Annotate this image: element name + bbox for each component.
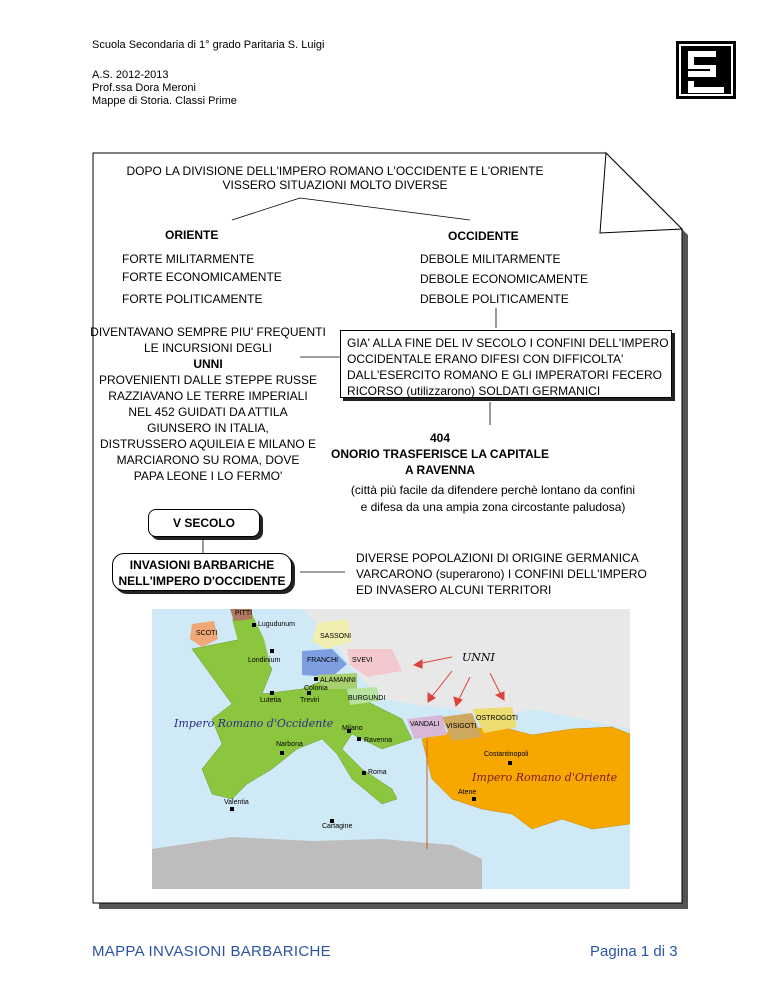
confini-line-2: OCCIDENTALE ERANO DIFESI CON DIFFICOLTA'	[347, 352, 624, 366]
label-costantinopoli: Costantinopoli	[484, 751, 529, 758]
school-name: Scuola Secondaria di 1° grado Paritaria S. Luigi	[92, 39, 325, 51]
ravenna-line-2: A RAVENNA	[404, 463, 475, 477]
label-alamanni: ALAMANNI	[320, 677, 356, 684]
invasioni-line-2: NELL'IMPERO D'OCCIDENTE	[118, 574, 286, 588]
confini-box	[340, 330, 672, 398]
occidente-item-1: DEBOLE MILITARMENTE	[420, 252, 561, 266]
map-labels	[152, 609, 630, 889]
popolazioni-line-3: ED INVASERO ALCUNI TERRITORI	[356, 583, 552, 597]
footer-page-number: Pagina 1 di 3	[590, 943, 678, 960]
footer-title: MAPPA INVASIONI BARBARICHE	[92, 943, 331, 960]
oriente-item-1: FORTE MILITARMENTE	[122, 252, 255, 266]
label-lutetia: Lutetia	[260, 697, 282, 704]
incursioni-line-10: PAPA LEONE I LO FERMO'	[133, 469, 283, 483]
popolazioni-line-1: DIVERSE POPOLAZIONI DI ORIGINE GERMANICA	[356, 551, 639, 565]
label-londinium: Londinium	[248, 657, 281, 664]
ravenna-note-1: (città più facile da difendere perchè lontano da confini	[350, 483, 636, 497]
occidente-heading: OCCIDENTE	[448, 229, 519, 243]
oriente-item-3: FORTE POLITICAMENTE	[122, 292, 263, 306]
unni-incursioni-text	[88, 324, 328, 484]
label-treviri: Treviri	[300, 697, 320, 704]
label-ostrogoti: OSTROGOTI	[476, 715, 518, 722]
occidente-item-3: DEBOLE POLITICAMENTE	[420, 292, 569, 306]
label-pitti: PITTI	[235, 610, 253, 617]
label-sassoni: SASSONI	[320, 633, 352, 640]
label-atene: Atene	[458, 789, 477, 796]
label-scoti: SCOTI	[196, 630, 218, 637]
incursioni-line-6: NEL 452 GUIDATI DA ATTILA	[128, 405, 288, 419]
label-colonia: Colonia	[304, 685, 328, 692]
incursioni-line-1: DIVENTAVANO SEMPRE PIU' FREQUENTI	[90, 325, 326, 339]
incursioni-line-unni: UNNI	[193, 357, 223, 371]
incursioni-line-5: RAZZIAVANO LE TERRE IMPERIALI	[108, 389, 308, 403]
title-line-1: DOPO LA DIVISIONE DELL'IMPERO ROMANO L'OCCIDENTE E L'ORIENTE	[126, 164, 544, 178]
label-valentia: Valentia	[224, 799, 249, 806]
teacher-name: Prof.ssa Dora Meroni	[92, 82, 196, 94]
ravenna-note	[318, 482, 668, 516]
label-lugudunum: Lugudunum	[258, 621, 295, 628]
title-line-2: VISSERO SITUAZIONI MOLTO DIVERSE	[222, 178, 448, 192]
incursioni-line-4: PROVENIENTI DALLE STEPPE RUSSE	[98, 373, 318, 387]
oriente-item-2: FORTE ECONOMICAMENTE	[122, 270, 282, 284]
subject: Mappe di Storia. Classi Prime	[92, 95, 237, 107]
label-roma: Roma	[368, 769, 387, 776]
label-unni: UNNI	[462, 651, 495, 664]
incursioni-line-9: MARCIARONO SU ROMA, DOVE	[116, 453, 300, 467]
label-western-empire: Impero Romano d'Occidente	[174, 717, 334, 730]
popolazioni-line-2: VARCARONO (superarono) I CONFINI DELL'IMPERO	[356, 567, 647, 581]
label-visigoti: VISIGOTI	[446, 723, 477, 730]
occidente-item-2: DEBOLE ECONOMICAMENTE	[420, 272, 589, 286]
ravenna-line-1: ONORIO TRASFERISCE LA CAPITALE	[330, 447, 549, 461]
ravenna-note-2: e difesa da una ampia zona circostante paludosa)	[360, 500, 626, 514]
incursioni-line-8: DISTRUSSERO AQUILEIA E MILANO E	[99, 437, 317, 451]
popolazioni-text	[356, 550, 647, 598]
label-eastern-empire: Impero Romano d'Oriente	[472, 771, 618, 784]
label-cartagine: Cartagine	[322, 823, 353, 830]
confini-line-4: RICORSO (utilizzarono) SOLDATI GERMANICI	[347, 384, 601, 398]
label-milano: Milano	[342, 725, 363, 732]
invasioni-box	[112, 553, 292, 591]
label-franchi: FRANCHI	[307, 657, 339, 664]
label-svevi: SVEVI	[352, 657, 373, 664]
incursioni-line-7: GIUNSERO IN ITALIA,	[147, 421, 269, 435]
label-burgundi: BURGUNDI	[348, 695, 386, 702]
ravenna-year: 404	[429, 431, 451, 445]
confini-line-1: GIA' ALLA FINE DEL IV SECOLO I CONFINI DELL'IMPERO	[347, 336, 669, 350]
v-secolo-label: V SECOLO	[172, 516, 235, 530]
label-narbona: Narbona	[276, 741, 303, 748]
title	[120, 164, 550, 192]
school-year: A.S. 2012-2013	[92, 69, 169, 81]
label-ravenna: Ravenna	[364, 737, 393, 744]
invasioni-line-1: INVASIONI BARBARICHE	[129, 558, 275, 572]
confini-line-3: DALL'ESERCITO ROMANO E GLI IMPERATORI FECERO	[347, 368, 663, 382]
oriente-heading: ORIENTE	[165, 228, 219, 242]
incursioni-line-2: LE INCURSIONI DEGLI	[143, 341, 273, 355]
v-secolo-box	[148, 509, 260, 537]
ravenna-block	[330, 430, 550, 478]
label-vandali: VANDALI	[410, 721, 440, 728]
